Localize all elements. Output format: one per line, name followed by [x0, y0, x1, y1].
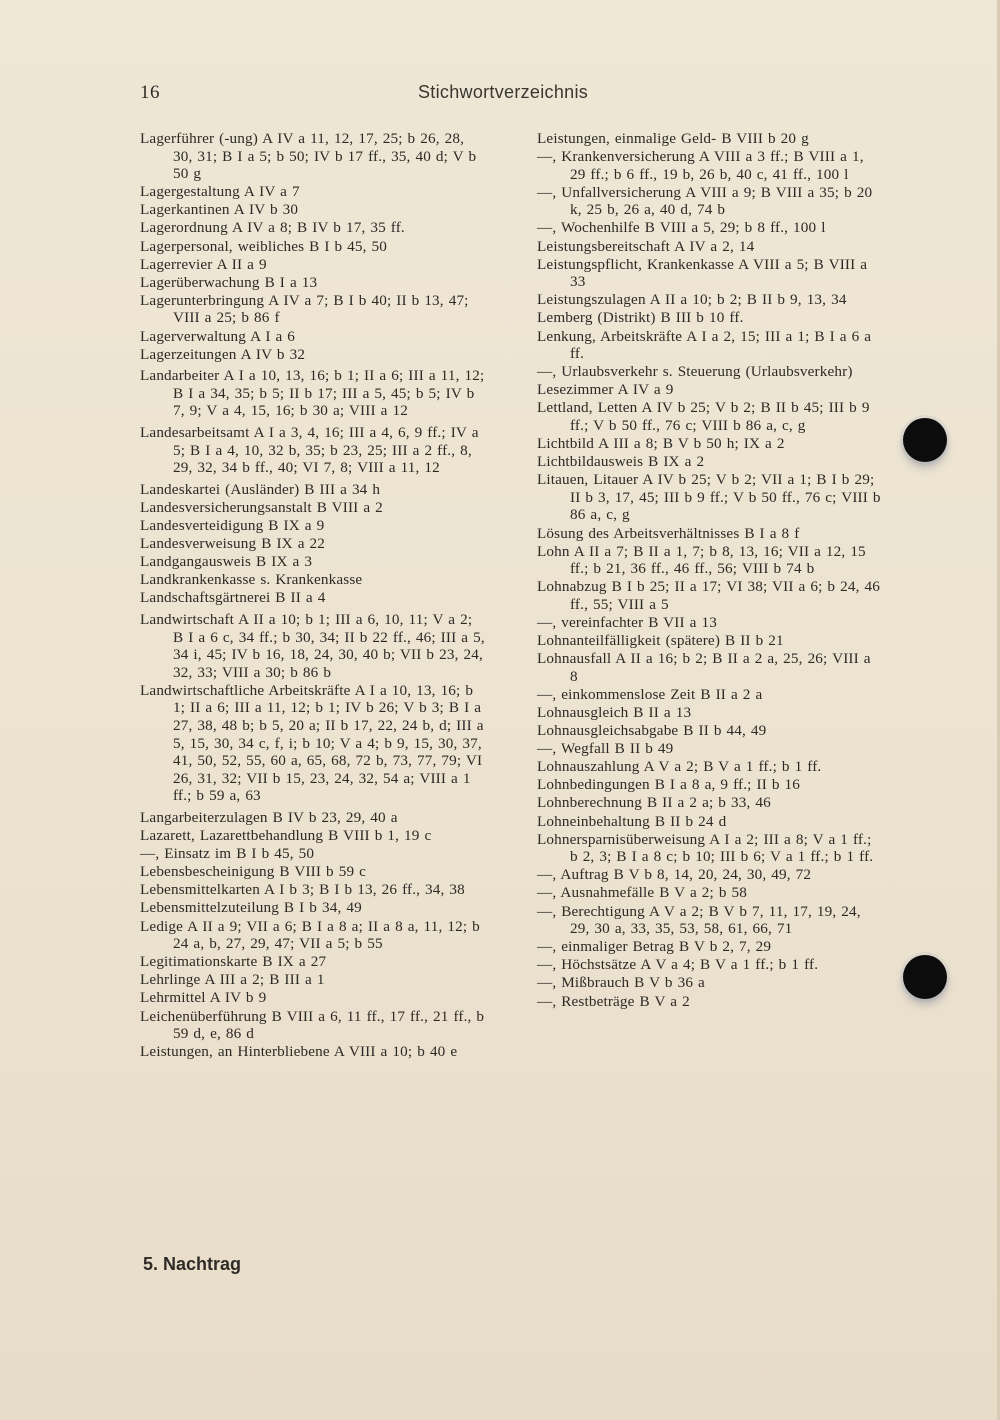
index-entry: Leistungsbereitschaft A IV a 2, 14 — [537, 237, 755, 255]
index-entry: —, Wochenhilfe B VIII a 5, 29; b 8 ff., 100 l — [537, 219, 826, 237]
index-entry: Lehrlinge A III a 2; B III a 1 — [140, 971, 325, 989]
index-entry: —, einmaliger Betrag B V b 2, 7, 29 — [537, 938, 772, 956]
index-entry: —, Unfallversicherung A VIII a 9; B VIII a 35; b 20 k, 25 b, 26 a, 40 d, 74 b — [537, 183, 873, 219]
index-entry: Lösung des Arbeitsverhältnisses B I a 8 f — [537, 524, 800, 542]
index-entry: Lohnauszahlung A V a 2; B V a 1 ff.; b 1 ff. — [537, 758, 822, 776]
index-entry: —, Urlaubsverkehr s. Steuerung (Urlaubsverkehr) — [537, 363, 853, 381]
index-entry: Lohnausgleich B II a 13 — [537, 704, 692, 721]
index-entry: Lagergestaltung A IV a 7 — [140, 183, 300, 201]
index-entry: —, Berechtigung A V a 2; B V b 7, 11, 17, 19, 24, 29, 30 a, 33, 35, 53, 58, 61, 66, 71 — [537, 902, 861, 938]
index-entry: Landeskartei (Ausländer) B III a 34 h — [140, 480, 381, 498]
index-entry: Lagerordnung A IV a 8; B IV b 17, 35 ff. — [140, 219, 405, 237]
index-entry: —, einkommenslose Zeit B II a 2 a — [537, 685, 763, 703]
index-entry: Lohn A II a 7; B II a 1, 7; b 8, 13, 16; VII a 12, 15 ff.; b 21, 36 ff., 46 ff., 56; VIII b 74 b — [537, 542, 866, 578]
index-entry: —, Restbeträge B V a 2 — [537, 992, 690, 1010]
index-entry: Lohnbedingungen B I a 8 a, 9 ff.; II b 16 — [537, 776, 801, 794]
index-entry: —, Wegfall B II b 49 — [537, 740, 674, 758]
index-entry: Landwirtschaftliche Arbeitskräfte A I a 10, 13, 16; b 1; II a 6; III a 11, 12; b 1; IV b 26; V b 3; B I a 27, 38, 48 b; b 5, 20 a; II b 17, 22, 24 b, d; III a 5, 15, 30, 34 c, f, i; b 10; V a 4; b 9, 15, 30, 37, 41, 50, 52, 55, 60 a, 65, 68, 72 b, 73, 77, 79; VI 26, 31, 32; VII b 15, 23, 24, 32, 54 a; VIII a 1 ff.; b 59 a, 63 — [140, 681, 484, 805]
index-entry: Lettland, Letten A IV b 25; V b 2; B II b 45; III b 9 ff.; V b 50 ff., 76 c; VIII b 86 a, c, g — [537, 399, 870, 434]
index-entry: Landesverteidigung B IX a 9 — [140, 516, 325, 534]
index-entry: Lohnausfall A II a 16; b 2; B II a 2 a, 25, 26; VIII a 8 — [537, 650, 871, 685]
index-entry: Lebensbescheinigung B VIII b 59 c — [140, 863, 367, 881]
index-entry: Leistungszulagen A II a 10; b 2; B II b 9, 13, 34 — [537, 291, 847, 309]
index-entry: Lagerrevier A II a 9 — [140, 255, 267, 273]
index-entry: Lohneinbehaltung B II b 24 d — [537, 812, 727, 830]
index-entry: Lichtbildausweis B IX a 2 — [537, 453, 705, 471]
punch-hole — [903, 418, 947, 462]
page-number: 16 — [140, 82, 160, 103]
index-entry: Landesarbeitsamt A I a 3, 4, 16; III a 4, 6, 9 ff.; IV a 5; B I a 4, 10, 32 b, 35; b 23, 25; III a 2 ff., 8, 29, 32, 34 b ff., 40; VI 7, 8; VIII a 11, 12 — [140, 424, 479, 477]
punch-hole — [903, 955, 947, 999]
index-entry: Lagerüberwachung B I a 13 — [140, 273, 318, 291]
index-entry: Lagerunterbringung A IV a 7; B I b 40; II b 13, 47; VIII a 25; b 86 f — [140, 291, 469, 327]
index-column-right — [537, 130, 882, 1011]
index-entry: —, Mißbrauch B V b 36 a — [537, 974, 705, 992]
index-entry: —, Ausnahmefälle B V a 2; b 58 — [537, 884, 748, 902]
index-entry: Leistungen, an Hinterbliebene A VIII a 10; b 40 e — [140, 1043, 458, 1061]
index-entry: Litauen, Litauer A IV b 25; V b 2; VII a 1; B I b 29; II b 3, 17, 45; III b 9 ff.; V b 50 ff., 76 c; VIII b 86 a, c, g — [537, 471, 881, 524]
index-entry: —, vereinfachter B VII a 13 — [537, 614, 717, 632]
index-entry: Lesezimmer A IV a 9 — [537, 381, 674, 399]
index-entry: Lagerpersonal, weibliches B I b 45, 50 — [140, 237, 388, 255]
index-entry: Lenkung, Arbeitskräfte A I a 2, 15; III a 1; B I a 6 a ff. — [537, 327, 872, 363]
index-entry: Lehrmittel A IV b 9 — [140, 989, 267, 1007]
index-entry: Lagerführer (-ung) A IV a 11, 12, 17, 25; b 26, 28, 30, 31; B I a 5; b 50; IV b 17 ff., 35, 40 d; V b 50 g — [140, 130, 477, 183]
index-entry: Landschaftsgärtnerei B II a 4 — [140, 589, 326, 607]
index-entry: Lemberg (Distrikt) B III b 10 ff. — [537, 309, 744, 327]
index-entry: Leistungen, einmalige Geld- B VIII b 20 g — [537, 130, 809, 147]
index-entry: —, Auftrag B V b 8, 14, 20, 24, 30, 49, 72 — [537, 866, 812, 884]
index-entry: Lohnanteilfälligkeit (spätere) B II b 21 — [537, 632, 784, 650]
index-entry: Leistungspflicht, Krankenkasse A VIII a 5; B VIII a 33 — [537, 255, 868, 291]
index-entry: Lohnabzug B I b 25; II a 17; VI 38; VII a 6; b 24, 46 ff., 55; VIII a 5 — [537, 578, 880, 613]
index-entry: Lazarett, Lazarettbehandlung B VIII b 1, 19 c — [140, 827, 432, 845]
index-entry: Landesversicherungsanstalt B VIII a 2 — [140, 498, 383, 516]
index-entry: Legitimationskarte B IX a 27 — [140, 953, 327, 971]
index-entry: Langarbeiterzulagen B IV b 23, 29, 40 a — [140, 808, 398, 826]
index-entry: Leichenüberführung B VIII a 6, 11 ff., 17 ff., 21 ff., b 59 d, e, 86 d — [140, 1007, 485, 1043]
index-entry: Lebensmittelzuteilung B I b 34, 49 — [140, 899, 362, 917]
index-entry: Lichtbild A III a 8; B V b 50 h; IX a 2 — [537, 435, 785, 453]
index-entry: Landwirtschaft A II a 10; b 1; III a 6, 10, 11; V a 2; B I a 6 c, 34 ff.; b 30, 34; II b 22 ff., 46; III a 5, 34 i, 45; IV b 16, 18, 24, 30, 40 b; VII b 23, 24, 32, 33; VIII a 30; b 86 b — [140, 610, 485, 681]
index-entry: Lebensmittelkarten A I b 3; B I b 13, 26 ff., 34, 38 — [140, 881, 465, 899]
running-title: Stichwortverzeichnis — [418, 82, 589, 102]
index-entry: Lohnberechnung B II a 2 a; b 33, 46 — [537, 794, 771, 812]
index-column-left — [140, 130, 485, 1061]
index-entry: Landgangausweis B IX a 3 — [140, 553, 313, 571]
index-entry: Landesverweisung B IX a 22 — [140, 535, 326, 553]
index-entry: Landarbeiter A I a 10, 13, 16; b 1; II a 6; III a 11, 12; B I a 34, 35; b 5; II b 17; III a 5, 45; b 5; IV b 7, 9; V a 4, 15, 16; b 30 a; VIII a 12 — [140, 367, 485, 420]
index-entry: —, Höchstsätze A V a 4; B V a 1 ff.; b 1 ff. — [537, 956, 819, 974]
index-entry: Lagerzeitungen A IV b 32 — [140, 345, 306, 363]
index-entry: Lagerverwaltung A I a 6 — [140, 327, 296, 345]
supplement-label: 5. Nachtrag — [143, 1254, 242, 1274]
index-entry: Landkrankenkasse s. Krankenkasse — [140, 571, 363, 589]
index-entry: Lohnersparnisüberweisung A I a 2; III a 8; V a 1 ff.; b 2, 3; B I a 8 c; b 10; III b 6; V a 1 ff.; b 1 ff. — [537, 830, 874, 866]
index-entry: —, Krankenversicherung A VIII a 3 ff.; B VIII a 1, 29 ff.; b 6 ff., 19 b, 26 b, 40 c, 41 ff., 100 l — [537, 148, 864, 183]
index-entry: —, Einsatz im B I b 45, 50 — [140, 845, 315, 863]
index-entry: Lohnausgleichsabgabe B II b 44, 49 — [537, 722, 767, 740]
index-entry: Lagerkantinen A IV b 30 — [140, 201, 299, 219]
index-entry: Ledige A II a 9; VII a 6; B I a 8 a; II a 8 a, 11, 12; b 24 a, b, 27, 29, 47; VII a 5; b 55 — [140, 917, 480, 953]
